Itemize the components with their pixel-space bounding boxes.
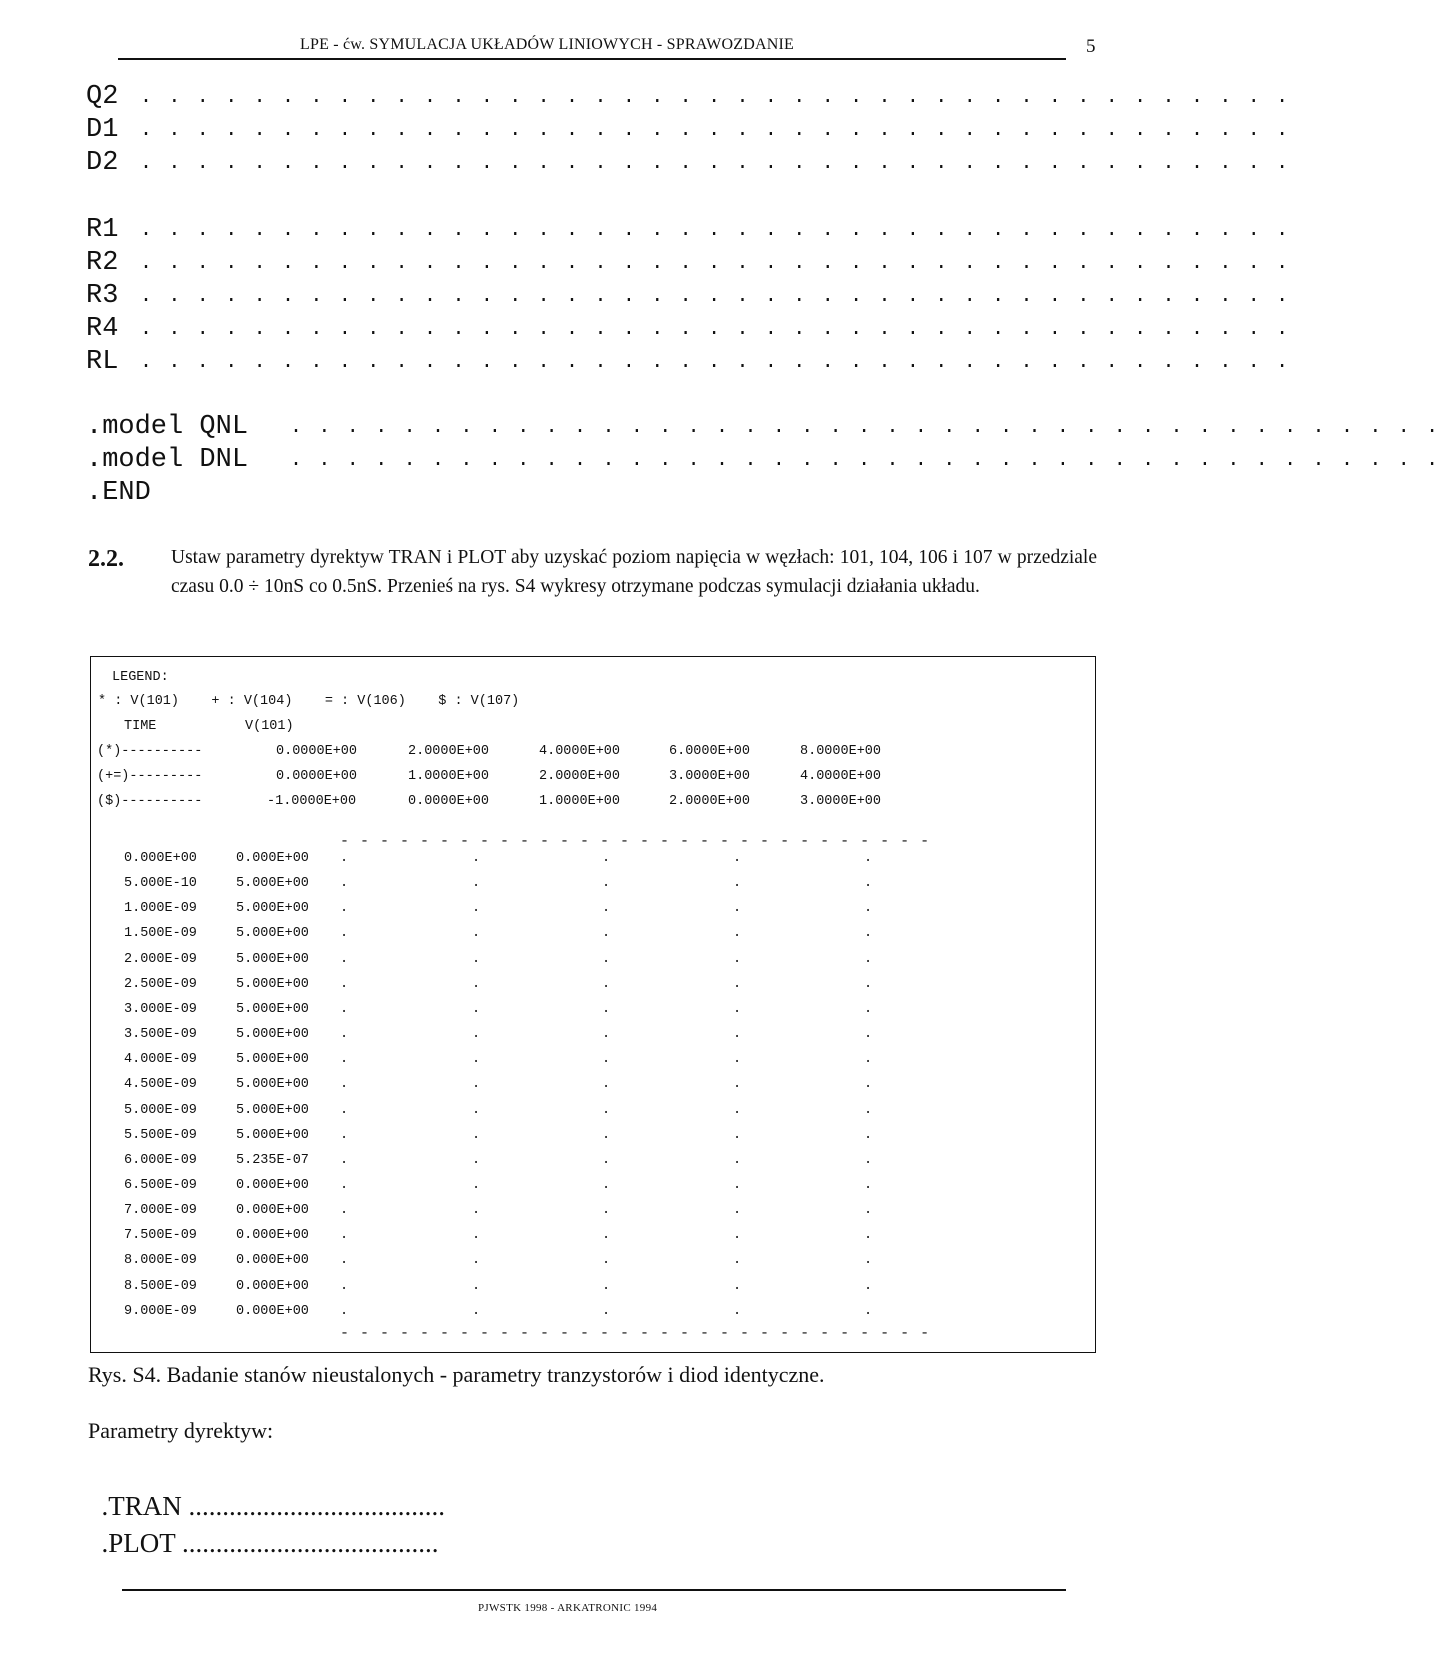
plot-grid-dot: . — [472, 1128, 481, 1143]
plot-grid-dot: . — [472, 1253, 481, 1268]
plot-grid-dot: . — [864, 926, 873, 941]
plot-grid-dot: . — [602, 1279, 611, 1294]
netlist-dots: . . . . . . . . . . . . . . . . . . . . . . . . . . . . . . . . . . . . . . . . . — [140, 252, 1291, 275]
netlist-label: R4 — [86, 314, 119, 344]
plot-dots: ...................................... — [182, 1528, 439, 1558]
plot-grid-dot: . — [472, 952, 481, 967]
row-value: 5.000E+00 — [236, 1052, 309, 1067]
row-value: 0.000E+00 — [236, 1279, 309, 1294]
figure-caption: Rys. S4. Badanie stanów nieustalonych - parametry tranzystorów i diod identyczne. — [88, 1362, 825, 1387]
plot-grid-dot: . — [602, 1203, 611, 1218]
plot-grid-dot: . — [733, 926, 742, 941]
row-value: 0.000E+00 — [236, 1304, 309, 1319]
plot-grid-dot: . — [864, 1253, 873, 1268]
row-time: 8.500E-09 — [124, 1279, 197, 1294]
netlist-dots: . . . . . . . . . . . . . . . . . . . . . . . . . . . . . . . . . . . . . . . . . — [140, 86, 1291, 109]
plot-grid-dot: . — [733, 1279, 742, 1294]
row-value: 0.000E+00 — [236, 851, 309, 866]
plot-grid-dot: . — [340, 1178, 349, 1193]
netlist-label: D1 — [86, 115, 119, 145]
plot-grid-dot: . — [472, 977, 481, 992]
scale-value: 1.0000E+00 — [539, 794, 621, 809]
plot-grid-dot: . — [733, 952, 742, 967]
row-time: 2.500E-09 — [124, 977, 197, 992]
plot-grid-dot: . — [602, 977, 611, 992]
row-time: 3.000E-09 — [124, 1002, 197, 1017]
plot-grid-dot: . — [472, 1304, 481, 1319]
plot-grid-dot: . — [864, 876, 873, 891]
plot-grid-dot: . — [472, 876, 481, 891]
plot-grid-dot: . — [602, 876, 611, 891]
plot-grid-dot: . — [733, 1253, 742, 1268]
plot-grid-dot: . — [340, 1077, 349, 1092]
plot-grid-dot: . — [340, 1052, 349, 1067]
row-time: 2.000E-09 — [124, 952, 197, 967]
row-value: 0.000E+00 — [236, 1228, 309, 1243]
row-value: 0.000E+00 — [236, 1253, 309, 1268]
row-value: 5.000E+00 — [236, 1128, 309, 1143]
row-value: 5.000E+00 — [236, 977, 309, 992]
row-time: 6.500E-09 — [124, 1178, 197, 1193]
legend-title: LEGEND: — [112, 670, 169, 685]
plot-grid-dot: . — [340, 952, 349, 967]
plot-grid-dot: . — [602, 1077, 611, 1092]
scale-value: 2.0000E+00 — [539, 769, 621, 784]
plot-grid-dot: . — [733, 851, 742, 866]
netlist-label: RL — [86, 347, 119, 377]
plot-grid-dot: . — [340, 926, 349, 941]
plot-axis-dashes: - - - - - - - - - - - - - - - - - - - - - - - - - - - - - - — [340, 833, 931, 850]
plot-grid-dot: . — [602, 1153, 611, 1168]
page-number: 5 — [1086, 36, 1096, 57]
plot-grid-dot: . — [733, 876, 742, 891]
plot-line — [88, 1497, 439, 1559]
plot-grid-dot: . — [340, 1304, 349, 1319]
plot-grid-dot: . — [602, 1304, 611, 1319]
plot-grid-dot: . — [733, 1228, 742, 1243]
plot-grid-dot: . — [864, 977, 873, 992]
plot-grid-dot: . — [864, 1052, 873, 1067]
plot-grid-dot: . — [472, 1228, 481, 1243]
plot-grid-dot: . — [340, 1128, 349, 1143]
scale-value: 2.0000E+00 — [408, 744, 490, 759]
scale-value: 3.0000E+00 — [800, 794, 882, 809]
plot-grid-dot: . — [733, 1077, 742, 1092]
plot-grid-dot: . — [864, 1002, 873, 1017]
plot-grid-dot: . — [602, 851, 611, 866]
footer-text: PJWSTK 1998 - ARKATRONIC 1994 — [478, 1602, 658, 1614]
netlist-dots: . . . . . . . . . . . . . . . . . . . . . . . . . . . . . . . . . . . . . . . . . — [290, 449, 1440, 472]
row-time: 3.500E-09 — [124, 1027, 197, 1042]
plot-grid-dot: . — [733, 1002, 742, 1017]
plot-grid-dot: . — [733, 1178, 742, 1193]
plot-grid-dot: . — [733, 1052, 742, 1067]
row-time: 5.000E-09 — [124, 1103, 197, 1118]
plot-grid-dot: . — [340, 876, 349, 891]
row-time: 5.500E-09 — [124, 1128, 197, 1143]
header-title: LPE - ćw. SYMULACJA UKŁADÓW LINIOWYCH - SPRAWOZDANIE — [300, 36, 794, 53]
plot-grid-dot: . — [602, 1178, 611, 1193]
row-value: 5.000E+00 — [236, 876, 309, 891]
plot-grid-dot: . — [864, 1077, 873, 1092]
row-value: 0.000E+00 — [236, 1203, 309, 1218]
plot-label: .PLOT — [101, 1528, 176, 1558]
plot-grid-dot: . — [340, 851, 349, 866]
plot-grid-dot: . — [340, 1002, 349, 1017]
plot-grid-dot: . — [864, 1279, 873, 1294]
plot-grid-dot: . — [864, 1103, 873, 1118]
netlist-dots: . . . . . . . . . . . . . . . . . . . . . . . . . . . . . . . . . . . . . . . . . — [140, 119, 1291, 142]
plot-grid-dot: . — [340, 901, 349, 916]
tran-dots: ...................................... — [188, 1491, 445, 1521]
plot-grid-dot: . — [472, 1203, 481, 1218]
plot-grid-dot: . — [733, 901, 742, 916]
plot-grid-dot: . — [864, 1178, 873, 1193]
plot-grid-dot: . — [864, 1203, 873, 1218]
row-value: 5.000E+00 — [236, 952, 309, 967]
plot-grid-dot: . — [864, 1228, 873, 1243]
plot-grid-dot: . — [602, 1228, 611, 1243]
plot-grid-dot: . — [733, 1103, 742, 1118]
scale-value: 3.0000E+00 — [669, 769, 751, 784]
row-time: 6.000E-09 — [124, 1153, 197, 1168]
scale-value: -1.0000E+00 — [267, 794, 357, 809]
plot-grid-dot: . — [864, 1153, 873, 1168]
netlist-label: Q2 — [86, 82, 119, 112]
plot-grid-dot: . — [340, 977, 349, 992]
plot-grid-dot: . — [472, 901, 481, 916]
plot-grid-dot: . — [733, 1027, 742, 1042]
row-time: 5.000E-10 — [124, 876, 197, 891]
netlist-dots: . . . . . . . . . . . . . . . . . . . . . . . . . . . . . . . . . . . . . . . . . — [140, 285, 1291, 308]
legend-line: * : V(101) + : V(104) = : V(106) $ : V(107) — [98, 694, 520, 709]
scale-value: 8.0000E+00 — [800, 744, 882, 759]
plot-grid-dot: . — [472, 1002, 481, 1017]
scale-value: 0.0000E+00 — [276, 744, 358, 759]
netlist-label: D2 — [86, 148, 119, 178]
plot-grid-dot: . — [864, 1128, 873, 1143]
plot-grid-dot: . — [733, 1304, 742, 1319]
netlist-dots: . . . . . . . . . . . . . . . . . . . . . . . . . . . . . . . . . . . . . . . . . — [290, 416, 1440, 439]
netlist-dots: . . . . . . . . . . . . . . . . . . . . . . . . . . . . . . . . . . . . . . . . . — [140, 152, 1291, 175]
plot-grid-dot: . — [602, 1253, 611, 1268]
plot-grid-dot: . — [340, 1203, 349, 1218]
plot-grid-dot: . — [472, 1052, 481, 1067]
plot-grid-dot: . — [733, 1128, 742, 1143]
col-time-header: TIME — [124, 719, 157, 734]
plot-grid-dot: . — [340, 1228, 349, 1243]
netlist-label: R3 — [86, 281, 119, 311]
scale-value: 4.0000E+00 — [539, 744, 621, 759]
section-number: 2.2. — [88, 546, 124, 572]
row-time: 4.500E-09 — [124, 1077, 197, 1092]
scale-value: 4.0000E+00 — [800, 769, 882, 784]
row-value: 5.235E-07 — [236, 1153, 309, 1168]
row-value: 5.000E+00 — [236, 901, 309, 916]
footer-rule — [122, 1589, 1066, 1591]
netlist-dots: . . . . . . . . . . . . . . . . . . . . . . . . . . . . . . . . . . . . . . . . . — [140, 351, 1291, 374]
scale-value: 2.0000E+00 — [669, 794, 751, 809]
netlist-dots: . . . . . . . . . . . . . . . . . . . . . . . . . . . . . . . . . . . . . . . . . — [140, 318, 1291, 341]
row-value: 5.000E+00 — [236, 1027, 309, 1042]
plot-grid-dot: . — [602, 926, 611, 941]
netlist-label: R1 — [86, 215, 119, 245]
scale-value: 0.0000E+00 — [408, 794, 490, 809]
plot-grid-dot: . — [472, 851, 481, 866]
scale-marker: (*)---------- — [97, 744, 203, 759]
plot-grid-dot: . — [602, 901, 611, 916]
scale-value: 6.0000E+00 — [669, 744, 751, 759]
row-time: 0.000E+00 — [124, 851, 197, 866]
plot-grid-dot: . — [472, 1103, 481, 1118]
plot-grid-dot: . — [602, 1027, 611, 1042]
plot-grid-dot: . — [864, 952, 873, 967]
col-var-header: V(101) — [245, 719, 294, 734]
section-text: Ustaw parametry dyrektyw TRAN i PLOT aby uzyskać poziom napięcia w węzłach: 101, 104, 106 i 107 w przedziale czasu 0.0 ÷ 10nS co 0.5nS. Przenieś na rys. S4 wykresy otrzymane podczas symulacji działania układu. — [171, 547, 1097, 597]
scale-value: 1.0000E+00 — [408, 769, 490, 784]
row-time: 4.000E-09 — [124, 1052, 197, 1067]
row-value: 5.000E+00 — [236, 1103, 309, 1118]
plot-grid-dot: . — [340, 1103, 349, 1118]
row-value: 0.000E+00 — [236, 1178, 309, 1193]
plot-grid-dot: . — [864, 901, 873, 916]
plot-grid-dot: . — [602, 1002, 611, 1017]
row-time: 1.000E-09 — [124, 901, 197, 916]
plot-grid-dot: . — [602, 1103, 611, 1118]
row-time: 7.000E-09 — [124, 1203, 197, 1218]
row-value: 5.000E+00 — [236, 926, 309, 941]
scale-value: 0.0000E+00 — [276, 769, 358, 784]
tran-label: .TRAN — [101, 1491, 182, 1521]
row-time: 8.000E-09 — [124, 1253, 197, 1268]
row-value: 5.000E+00 — [236, 1077, 309, 1092]
plot-grid-dot: . — [472, 1027, 481, 1042]
netlist-label: .model DNL — [86, 445, 249, 475]
row-time: 7.500E-09 — [124, 1228, 197, 1243]
row-time: 9.000E-09 — [124, 1304, 197, 1319]
params-label: Parametry dyrektyw: — [88, 1418, 274, 1443]
plot-grid-dot: . — [602, 952, 611, 967]
plot-grid-dot: . — [472, 1077, 481, 1092]
plot-grid-dot: . — [340, 1253, 349, 1268]
plot-grid-dot: . — [472, 926, 481, 941]
row-time: 1.500E-09 — [124, 926, 197, 941]
plot-grid-dot: . — [340, 1279, 349, 1294]
netlist-dots: . . . . . . . . . . . . . . . . . . . . . . . . . . . . . . . . . . . . . . . . . — [140, 219, 1291, 242]
scale-marker: ($)---------- — [97, 794, 203, 809]
plot-grid-dot: . — [733, 1153, 742, 1168]
plot-grid-dot: . — [472, 1178, 481, 1193]
scale-marker: (+=)--------- — [97, 769, 203, 784]
netlist-label: R2 — [86, 248, 119, 278]
plot-grid-dot: . — [340, 1153, 349, 1168]
row-value: 5.000E+00 — [236, 1002, 309, 1017]
plot-grid-dot: . — [864, 1304, 873, 1319]
plot-grid-dot: . — [602, 1052, 611, 1067]
plot-axis-dashes: - - - - - - - - - - - - - - - - - - - - - - - - - - - - - - — [340, 1325, 931, 1342]
plot-grid-dot: . — [733, 977, 742, 992]
plot-grid-dot: . — [472, 1153, 481, 1168]
plot-grid-dot: . — [340, 1027, 349, 1042]
header-rule — [118, 58, 1066, 60]
plot-grid-dot: . — [733, 1203, 742, 1218]
netlist-label: .END — [86, 478, 151, 508]
plot-grid-dot: . — [864, 1027, 873, 1042]
plot-grid-dot: . — [864, 851, 873, 866]
plot-grid-dot: . — [602, 1128, 611, 1143]
netlist-label: .model QNL — [86, 412, 249, 442]
plot-grid-dot: . — [472, 1279, 481, 1294]
